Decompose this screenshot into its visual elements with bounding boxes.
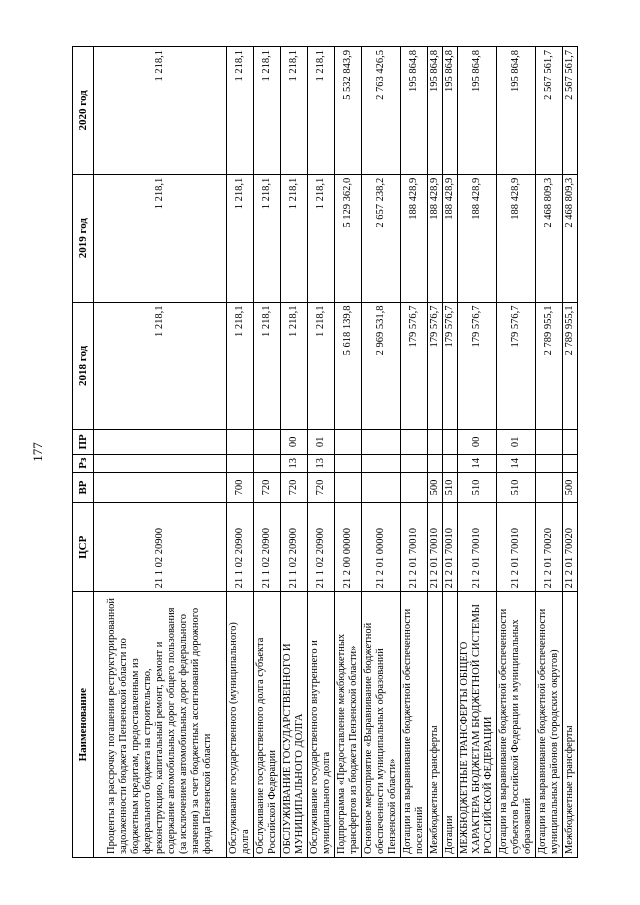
cell-csr: 21 2 01 70020	[563, 503, 578, 592]
page-number: 177	[30, 442, 45, 462]
cell-vr: 500	[428, 472, 443, 502]
cell-2018: 1 218,1	[254, 302, 281, 430]
header-pr: ПР	[73, 430, 94, 454]
cell-pr: 01	[497, 430, 536, 454]
cell-rz: 14	[497, 454, 536, 472]
cell-2019: 2 468 809,3	[563, 174, 578, 302]
cell-2018: 2 969 531,8	[362, 302, 401, 430]
cell-csr: 21 1 02 20900	[94, 503, 227, 592]
cell-vr	[362, 472, 401, 502]
cell-rz	[227, 454, 254, 472]
cell-rz	[536, 454, 563, 472]
cell-csr: 21 2 01 70010	[443, 503, 458, 592]
cell-2018: 179 576,7	[443, 302, 458, 430]
cell-2019: 188 428,9	[428, 174, 443, 302]
cell-pr: 01	[308, 430, 335, 454]
cell-2020: 195 864,8	[497, 47, 536, 175]
cell-2020: 195 864,8	[401, 47, 428, 175]
table-row	[536, 47, 563, 858]
cell-name: Дотации на выравнивание бюджетной обеспеченности муниципальных районов (городских округов)	[536, 592, 563, 858]
cell-2018: 1 218,1	[308, 302, 335, 430]
cell-2018: 1 218,1	[281, 302, 308, 430]
table-row	[254, 47, 281, 858]
cell-csr: 21 1 02 20900	[254, 503, 281, 592]
cell-csr: 21 2 01 70010	[497, 503, 536, 592]
cell-name: Подпрограмма «Предоставление межбюджетных трансфертов из бюджета Пензенской области»	[335, 592, 362, 858]
cell-2019: 1 218,1	[281, 174, 308, 302]
header-vr: ВР	[73, 472, 94, 502]
cell-2019: 1 218,1	[94, 174, 227, 302]
cell-2018: 2 789 955,1	[563, 302, 578, 430]
cell-csr: 21 2 01 70010	[428, 503, 443, 592]
table-row	[227, 47, 254, 858]
cell-vr	[401, 472, 428, 502]
cell-name: Основное мероприятие «Выравнивание бюджетной обеспеченности муниципальных образований Пензенской области»	[362, 592, 401, 858]
cell-2019: 1 218,1	[254, 174, 281, 302]
cell-rz	[335, 454, 362, 472]
cell-rz	[443, 454, 458, 472]
cell-2019: 188 428,9	[458, 174, 497, 302]
cell-vr: 510	[497, 472, 536, 502]
cell-2018: 179 576,7	[428, 302, 443, 430]
cell-pr	[443, 430, 458, 454]
table-header-row	[73, 47, 94, 858]
cell-2018: 1 218,1	[227, 302, 254, 430]
cell-vr	[94, 472, 227, 502]
cell-2018: 179 576,7	[497, 302, 536, 430]
cell-2020: 2 763 426,5	[362, 47, 401, 175]
header-rz: Рз	[73, 454, 94, 472]
cell-vr: 510	[458, 472, 497, 502]
cell-csr: 21 1 02 20900	[227, 503, 254, 592]
cell-csr: 21 1 02 20900	[308, 503, 335, 592]
cell-rz	[254, 454, 281, 472]
cell-rz	[362, 454, 401, 472]
cell-2020: 1 218,1	[227, 47, 254, 175]
table-row	[443, 47, 458, 858]
cell-pr: 00	[458, 430, 497, 454]
cell-vr: 700	[227, 472, 254, 502]
cell-rz: 13	[281, 454, 308, 472]
cell-pr	[335, 430, 362, 454]
cell-pr	[254, 430, 281, 454]
cell-rz	[428, 454, 443, 472]
cell-csr: 21 2 00 00000	[335, 503, 362, 592]
header-name: Наименование	[73, 592, 94, 858]
cell-rz: 13	[308, 454, 335, 472]
cell-vr	[335, 472, 362, 502]
table-row	[281, 47, 308, 858]
budget-table	[72, 46, 578, 858]
cell-2019: 2 468 809,3	[536, 174, 563, 302]
cell-2020: 2 567 561,7	[536, 47, 563, 175]
cell-name: ОБСЛУЖИВАНИЕ ГОСУДАРСТВЕННОГО И МУНИЦИПАЛЬНОГО ДОЛГА	[281, 592, 308, 858]
cell-rz	[94, 454, 227, 472]
cell-rz	[401, 454, 428, 472]
cell-name: Обслуживание государственного (муниципального) долга	[227, 592, 254, 858]
table-row	[497, 47, 536, 858]
cell-2018: 5 618 139,8	[335, 302, 362, 430]
cell-2020: 2 567 561,7	[563, 47, 578, 175]
cell-pr	[428, 430, 443, 454]
header-2018: 2018 год	[73, 302, 94, 430]
cell-vr: 720	[308, 472, 335, 502]
cell-2020: 195 864,8	[458, 47, 497, 175]
cell-name: Обслуживание государственного долга субъекта Российской Федерации	[254, 592, 281, 858]
cell-name: МЕЖБЮДЖЕТНЫЕ ТРАНСФЕРТЫ ОБЩЕГО ХАРАКТЕРА БЮДЖЕТАМ БЮДЖЕТНОЙ СИСТЕМЫ РОССИЙСКОЙ ФЕДЕРАЦИИ	[458, 592, 497, 858]
cell-vr: 720	[254, 472, 281, 502]
cell-pr	[536, 430, 563, 454]
cell-2020: 195 864,8	[443, 47, 458, 175]
cell-pr	[227, 430, 254, 454]
cell-rz	[563, 454, 578, 472]
cell-2020: 1 218,1	[94, 47, 227, 175]
cell-csr: 21 2 01 70020	[536, 503, 563, 592]
cell-2019: 188 428,9	[401, 174, 428, 302]
cell-pr	[563, 430, 578, 454]
cell-csr: 21 1 02 20900	[281, 503, 308, 592]
table-row	[563, 47, 578, 858]
cell-vr: 720	[281, 472, 308, 502]
cell-rz: 14	[458, 454, 497, 472]
cell-2019: 1 218,1	[308, 174, 335, 302]
cell-2018: 1 218,1	[94, 302, 227, 430]
table-body	[94, 47, 578, 858]
cell-pr: 00	[281, 430, 308, 454]
cell-name: Проценты за рассрочку погашения реструктурированной задолженности бюджета Пензенской области по бюджетным кредитам, предоставленным из федерального бюджета на строительство, реконструкцию, капитальный ремонт, ремонт и содержание автомобильных дорог общего пользования (за исключением автомобильных дорог федерального значения) за счет бюджетных ассигнований дорожного фонда Пензенской области	[94, 592, 227, 858]
cell-2018: 179 576,7	[401, 302, 428, 430]
cell-2020: 1 218,1	[281, 47, 308, 175]
table-row	[458, 47, 497, 858]
cell-name: Дотации на выравнивание бюджетной обеспеченности субъектов Российской Федерации и муниципальных образований	[497, 592, 536, 858]
cell-2018: 179 576,7	[458, 302, 497, 430]
cell-name: Дотации	[443, 592, 458, 858]
cell-2018: 2 789 955,1	[536, 302, 563, 430]
header-2020: 2020 год	[73, 47, 94, 175]
cell-name: Межбюджетные трансферты	[563, 592, 578, 858]
cell-pr	[362, 430, 401, 454]
cell-csr: 21 2 01 00000	[362, 503, 401, 592]
cell-csr: 21 2 01 70010	[401, 503, 428, 592]
cell-2019: 1 218,1	[227, 174, 254, 302]
cell-2019: 5 129 362,0	[335, 174, 362, 302]
table-row	[308, 47, 335, 858]
cell-2020: 5 532 843,9	[335, 47, 362, 175]
cell-2019: 188 428,9	[497, 174, 536, 302]
cell-name: Межбюджетные трансферты	[428, 592, 443, 858]
header-csr: ЦСР	[73, 503, 94, 592]
table-row	[401, 47, 428, 858]
cell-2019: 188 428,9	[443, 174, 458, 302]
cell-name: Дотации на выравнивание бюджетной обеспеченности поселений	[401, 592, 428, 858]
cell-name: Обслуживание государственного внутреннего и муниципального долга	[308, 592, 335, 858]
cell-2020: 195 864,8	[428, 47, 443, 175]
cell-pr	[401, 430, 428, 454]
rotated-table-container	[72, 46, 592, 858]
cell-vr	[536, 472, 563, 502]
cell-vr: 510	[443, 472, 458, 502]
table-row	[335, 47, 362, 858]
cell-2020: 1 218,1	[254, 47, 281, 175]
header-2019: 2019 год	[73, 174, 94, 302]
table-row	[428, 47, 443, 858]
cell-csr: 21 2 01 70010	[458, 503, 497, 592]
table-row	[362, 47, 401, 858]
table-row	[94, 47, 227, 858]
cell-2019: 2 657 238,2	[362, 174, 401, 302]
cell-2020: 1 218,1	[308, 47, 335, 175]
cell-vr: 500	[563, 472, 578, 502]
cell-pr	[94, 430, 227, 454]
